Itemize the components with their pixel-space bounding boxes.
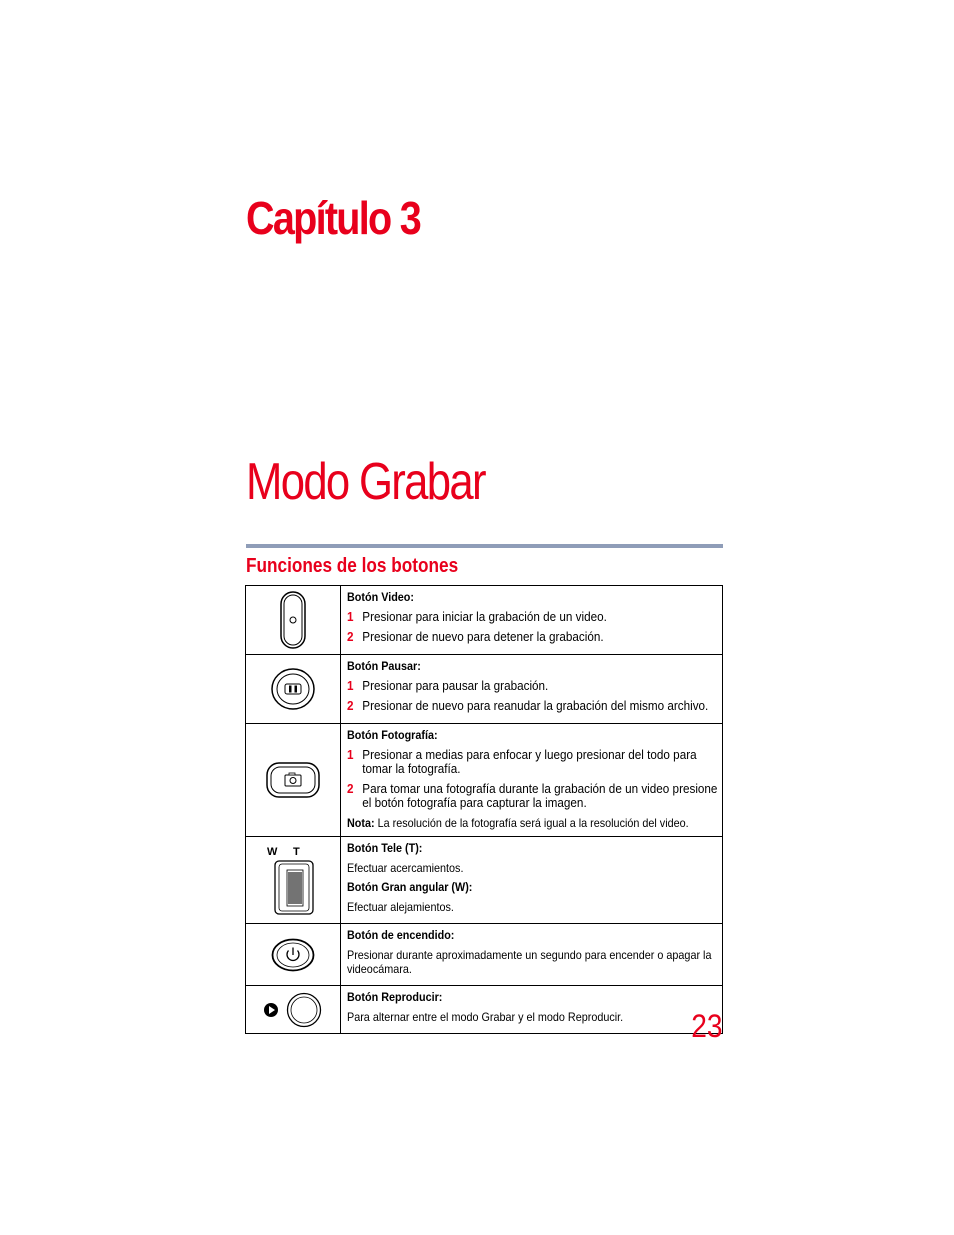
- page-title: Modo Grabar: [246, 453, 485, 511]
- power-button-label: Botón de encendido:: [347, 928, 455, 942]
- step-number: 2: [347, 698, 354, 713]
- icon-cell: [246, 986, 341, 1034]
- tele-button-label: Botón Tele (T):: [347, 841, 423, 855]
- video-button-label: Botón Video:: [347, 590, 414, 604]
- table-row: [246, 655, 723, 724]
- table-row: [246, 724, 723, 837]
- description-cell: [341, 924, 723, 986]
- list-item: [347, 610, 718, 624]
- note: [347, 816, 718, 830]
- table-row: [246, 837, 723, 924]
- pause-button-label: Botón Pausar:: [347, 659, 421, 673]
- subheading: Funciones de los botones: [246, 555, 459, 577]
- step-number: 1: [347, 747, 354, 762]
- description-cell: [341, 655, 723, 724]
- section-divider: [246, 544, 723, 548]
- camera-button-icon: [266, 762, 320, 798]
- step-number: 1: [347, 678, 354, 693]
- button-functions-table: [245, 585, 723, 1034]
- zoom-lever-icon: [263, 843, 323, 917]
- table-row: [246, 924, 723, 986]
- step-text: Presionar de nuevo para detener la grabación.: [362, 629, 604, 644]
- list-item: [347, 679, 718, 693]
- wide-button-label: Botón Gran angular (W):: [347, 880, 473, 894]
- play-description: Para alternar entre el modo Grabar y el modo Reproducir.: [347, 1010, 624, 1024]
- video-button-icon: [280, 591, 306, 649]
- step-number: 1: [347, 609, 354, 624]
- zoom-wide-letter: W: [267, 846, 278, 858]
- power-description: Presionar durante aproximadamente un segundo para encender o apagar la videocámara.: [347, 948, 712, 976]
- photo-button-label: Botón Fotografía:: [347, 728, 438, 742]
- play-button-icon: [262, 992, 324, 1028]
- list-item: [347, 748, 718, 776]
- step-number: 2: [347, 629, 354, 644]
- step-text: Presionar para pausar la grabación.: [362, 678, 549, 693]
- step-text: Presionar de nuevo para reanudar la grabación del mismo archivo.: [362, 698, 709, 713]
- icon-cell: [246, 924, 341, 986]
- step-text: Presionar para iniciar la grabación de un video.: [362, 609, 607, 624]
- play-button-label: Botón Reproducir:: [347, 990, 443, 1004]
- note-text: La resolución de la fotografía será igual a la resolución del video.: [377, 816, 689, 830]
- icon-cell: [246, 586, 341, 655]
- step-text: Para tomar una fotografía durante la grabación de un video presione el botón fotografía para capturar la imagen.: [362, 781, 718, 810]
- description-cell: [341, 724, 723, 837]
- tele-description: Efectuar acercamientos.: [347, 861, 464, 875]
- description-cell: [341, 986, 723, 1034]
- step-number: 2: [347, 781, 354, 796]
- table-row: [246, 986, 723, 1034]
- icon-cell: [246, 837, 341, 924]
- list-item: [347, 630, 718, 644]
- list-item: [347, 699, 718, 713]
- icon-cell: [246, 724, 341, 837]
- wide-description: Efectuar alejamientos.: [347, 900, 454, 914]
- pause-button-icon: [270, 667, 316, 711]
- step-text: Presionar a medias para enfocar y luego presionar del todo para tomar la fotografía.: [362, 747, 697, 776]
- note-label: Nota:: [347, 816, 375, 830]
- zoom-tele-letter: T: [293, 846, 300, 858]
- page-number: 23: [691, 1008, 723, 1044]
- power-button-icon: [271, 938, 315, 972]
- table-row: [246, 586, 723, 655]
- description-cell: [341, 586, 723, 655]
- icon-cell: [246, 655, 341, 724]
- list-item: [347, 782, 718, 810]
- chapter-heading: Capítulo 3: [246, 192, 421, 244]
- description-cell: [341, 837, 723, 924]
